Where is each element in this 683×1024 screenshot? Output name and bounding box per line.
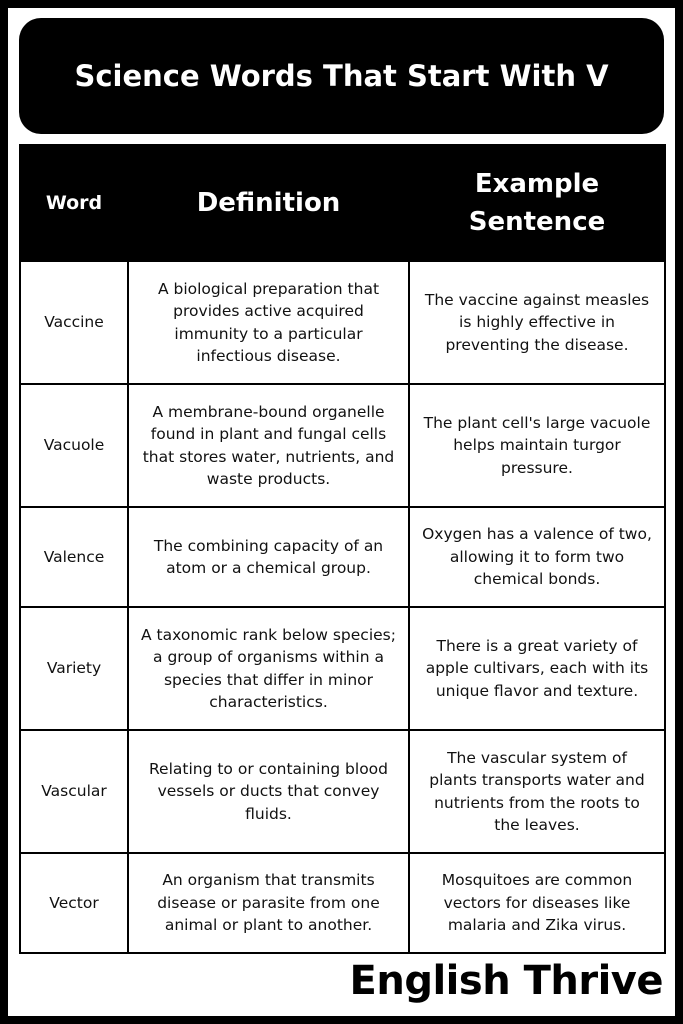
cell-example: The vaccine against measles is highly effective in preventing the disease. xyxy=(409,261,665,384)
cell-example: There is a great variety of apple cultivars, each with its unique flavor and texture. xyxy=(409,607,665,730)
table-row xyxy=(20,384,665,507)
cell-example: The vascular system of plants transports water and nutrients from the roots to the leaves. xyxy=(409,730,665,853)
page-title: Science Words That Start With V xyxy=(74,59,609,93)
cell-word: Vacuole xyxy=(20,384,128,507)
header-example-sentence: Example Sentence xyxy=(409,145,665,261)
cell-definition: The combining capacity of an atom or a chemical group. xyxy=(128,507,409,607)
table-header-row xyxy=(20,145,665,261)
header-definition: Definition xyxy=(128,145,409,261)
cell-word: Vector xyxy=(20,853,128,953)
cell-definition: A taxonomic rank below species; a group of organisms within a species that differ in minor characteristics. xyxy=(128,607,409,730)
cell-word: Vascular xyxy=(20,730,128,853)
cell-example: Oxygen has a valence of two, allowing it to form two chemical bonds. xyxy=(409,507,665,607)
cell-word: Valence xyxy=(20,507,128,607)
cell-definition: Relating to or containing blood vessels or ducts that convey fluids. xyxy=(128,730,409,853)
cell-definition: A membrane-bound organelle found in plant and fungal cells that stores water, nutrients, and waste products. xyxy=(128,384,409,507)
table-row xyxy=(20,261,665,384)
table-row xyxy=(20,853,665,953)
cell-word: Vaccine xyxy=(20,261,128,384)
cell-example: Mosquitoes are common vectors for diseases like malaria and Zika virus. xyxy=(409,853,665,953)
cell-definition: A biological preparation that provides active acquired immunity to a particular infectious disease. xyxy=(128,261,409,384)
table-row xyxy=(20,730,665,853)
table-row xyxy=(20,507,665,607)
cell-word: Variety xyxy=(20,607,128,730)
title-banner xyxy=(19,18,664,134)
table-row xyxy=(20,607,665,730)
vocabulary-table xyxy=(19,144,666,954)
header-word: Word xyxy=(20,145,128,261)
cell-definition: An organism that transmits disease or parasite from one animal or plant to another. xyxy=(128,853,409,953)
cell-example: The plant cell's large vacuole helps maintain turgor pressure. xyxy=(409,384,665,507)
brand-watermark: English Thrive xyxy=(349,958,663,1004)
page-content xyxy=(8,8,675,1016)
